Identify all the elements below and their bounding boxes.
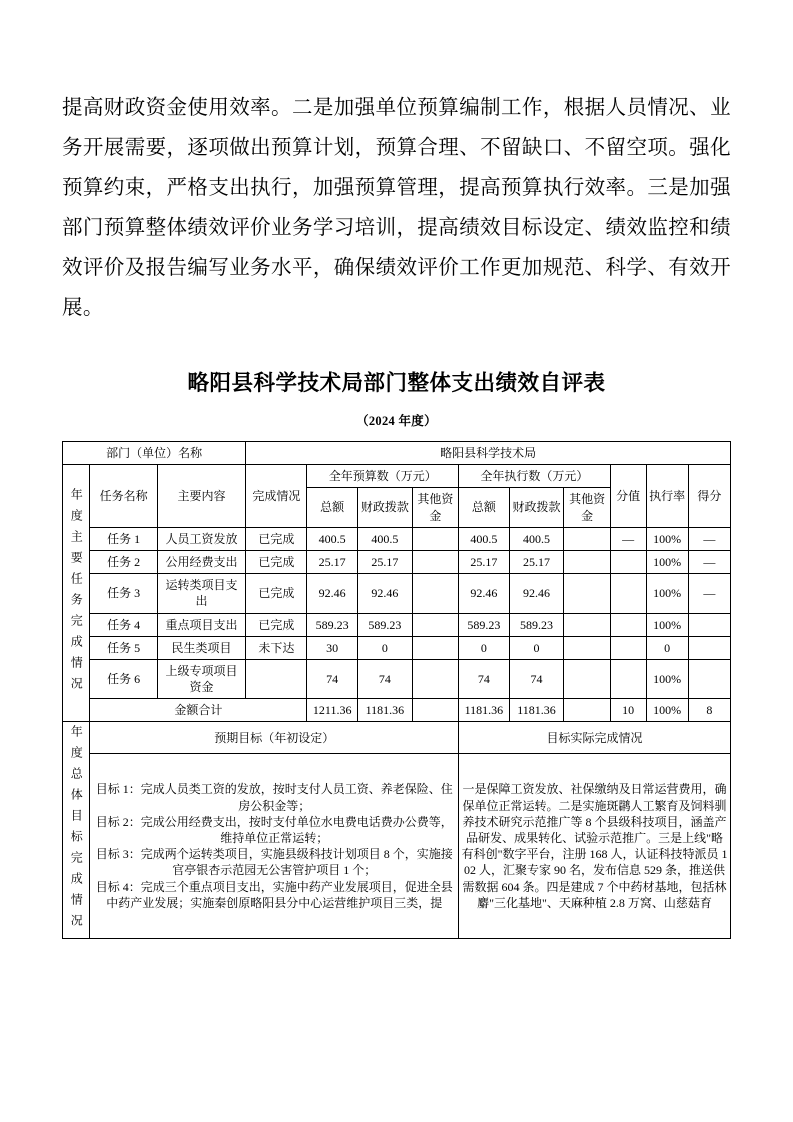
side-label-overall-goals: 年度总体目标完成情况 — [63, 722, 90, 939]
header-score: 得分 — [688, 465, 730, 528]
budget-total: 400.5 — [307, 527, 358, 550]
total-budget-fiscal: 1181.36 — [357, 699, 412, 722]
score-value — [610, 636, 646, 659]
score-value — [610, 550, 646, 573]
score: — — [688, 574, 730, 613]
header-exec-fiscal: 财政拨款 — [509, 488, 564, 527]
exec-other — [564, 613, 610, 636]
header-expected-goals: 预期目标（年初设定） — [90, 722, 459, 754]
task-name: 任务 6 — [90, 659, 157, 698]
exec-total: 74 — [459, 659, 510, 698]
header-exec-group: 全年执行数（万元） — [459, 465, 611, 488]
expected-goal-1: 目标 1：完成人员类工资的发放，按时支付人员工资、养老保险、住房公积金等； — [95, 782, 453, 813]
task-content: 运转类项目支出 — [157, 574, 245, 613]
exec-rate: 100% — [646, 550, 688, 573]
exec-fiscal: 0 — [509, 636, 564, 659]
actual-goal-1: 一是保障工资发放、社保缴纳及日常运营费用，确保单位正常运转。二是实施斑䴙人工繁育及饲料驯养技术研究示范推广等 8 个县级科技项目，涵盖产品研发、成果转化、试验示范推广。三是上线"略有科创"数字平台，注册 168 人，认证科技特派员 102 人，汇聚专家 90 名，发布信息 529 条，推送供需数据 604 条。四是建成 7 个中药材基地，包括林麝"三化基地"、天麻种植 2.8 万窝、山慈菇育 — [461, 782, 728, 910]
total-exec-other — [564, 699, 610, 722]
total-budget-other — [412, 699, 458, 722]
expected-goal-2: 目标 2：完成公用经费支出，按时支付单位水电费电话费办公费等，维持单位正常运转； — [95, 814, 453, 845]
budget-other — [412, 636, 458, 659]
task-completion — [246, 659, 307, 698]
header-actual-goals: 目标实际完成情况 — [459, 722, 731, 754]
task-name: 任务 3 — [90, 574, 157, 613]
total-label: 金额合计 — [90, 699, 307, 722]
table-row — [63, 574, 731, 613]
header-score-value: 分值 — [610, 465, 646, 528]
exec-total: 0 — [459, 636, 510, 659]
budget-total: 589.23 — [307, 613, 358, 636]
exec-rate: 100% — [646, 613, 688, 636]
score — [688, 636, 730, 659]
body-paragraph: 提高财政资金使用效率。二是加强单位预算编制工作，根据人员情况、业务开展需要，逐项做出预算计划，预算合理、不留缺口、不留空项。强化预算约束，严格支出执行，加强预算管理，提高预算执行效率。三是加强部门预算整体绩效评价业务学习培训，提高绩效目标设定、绩效监控和绩效评价及报告编写业务水平，确保绩效评价工作更加规范、科学、有效开展。 — [62, 97, 731, 319]
dept-name-value: 略阳县科学技术局 — [246, 442, 731, 465]
budget-total: 25.17 — [307, 550, 358, 573]
table-row — [63, 613, 731, 636]
task-content: 上级专项项目资金 — [157, 659, 245, 698]
task-content: 人员工资发放 — [157, 527, 245, 550]
score: — — [688, 550, 730, 573]
score-value: — — [610, 527, 646, 550]
performance-table — [62, 441, 731, 939]
table-row-total — [63, 699, 731, 722]
exec-total: 92.46 — [459, 574, 510, 613]
task-content: 民生类项目 — [157, 636, 245, 659]
budget-fiscal: 589.23 — [357, 613, 412, 636]
exec-fiscal: 92.46 — [509, 574, 564, 613]
header-task-name: 任务名称 — [90, 465, 157, 528]
exec-total: 589.23 — [459, 613, 510, 636]
budget-other — [412, 527, 458, 550]
expected-goal-4: 目标 4：完成三个重点项目支出，实施中药产业发展项目，促进全县中药产业发展；实施秦创原略阳县分中心运营维护项目三类，提 — [95, 879, 453, 910]
budget-other — [412, 659, 458, 698]
total-exec-total: 1181.36 — [459, 699, 510, 722]
page-title: 略阳县科学技术局部门整体支出绩效自评表 — [187, 371, 606, 395]
exec-fiscal: 25.17 — [509, 550, 564, 573]
budget-other — [412, 574, 458, 613]
header-exec-other: 其他资金 — [564, 488, 610, 527]
task-name: 任务 1 — [90, 527, 157, 550]
total-score: 8 — [688, 699, 730, 722]
table-header-row-1 — [63, 465, 731, 488]
table-row — [63, 527, 731, 550]
task-completion: 未下达 — [246, 636, 307, 659]
goal-header-row — [63, 722, 731, 754]
table-row — [63, 550, 731, 573]
task-name: 任务 4 — [90, 613, 157, 636]
header-budget-fiscal: 财政拨款 — [357, 488, 412, 527]
exec-other — [564, 636, 610, 659]
score — [688, 613, 730, 636]
task-completion: 已完成 — [246, 527, 307, 550]
table-row-dept — [63, 442, 731, 465]
budget-fiscal: 92.46 — [357, 574, 412, 613]
exec-fiscal: 74 — [509, 659, 564, 698]
goal-content-row — [63, 753, 731, 939]
header-budget-group: 全年预算数（万元） — [307, 465, 459, 488]
exec-fiscal: 400.5 — [509, 527, 564, 550]
task-completion: 已完成 — [246, 550, 307, 573]
side-label-annual-tasks: 年度主要任务完成情况 — [63, 465, 90, 722]
total-exec-fiscal: 1181.36 — [509, 699, 564, 722]
exec-fiscal: 589.23 — [509, 613, 564, 636]
header-budget-other: 其他资金 — [412, 488, 458, 527]
score-value — [610, 659, 646, 698]
task-completion: 已完成 — [246, 613, 307, 636]
budget-fiscal: 400.5 — [357, 527, 412, 550]
budget-other — [412, 613, 458, 636]
header-budget-total: 总额 — [307, 488, 358, 527]
exec-other — [564, 527, 610, 550]
page-subtitle: （2024 年度） — [356, 414, 437, 428]
dept-name-label: 部门（单位）名称 — [63, 442, 246, 465]
budget-total: 30 — [307, 636, 358, 659]
exec-rate: 0 — [646, 636, 688, 659]
expected-goals-cell — [90, 753, 459, 939]
header-completion: 完成情况 — [246, 465, 307, 528]
score-value — [610, 574, 646, 613]
task-content: 公用经费支出 — [157, 550, 245, 573]
task-content: 重点项目支出 — [157, 613, 245, 636]
exec-rate: 100% — [646, 527, 688, 550]
score: — — [688, 527, 730, 550]
score — [688, 659, 730, 698]
task-name: 任务 2 — [90, 550, 157, 573]
exec-other — [564, 550, 610, 573]
total-exec-rate: 100% — [646, 699, 688, 722]
budget-fiscal: 25.17 — [357, 550, 412, 573]
budget-fiscal: 74 — [357, 659, 412, 698]
actual-goals-cell — [459, 753, 731, 939]
exec-rate: 100% — [646, 659, 688, 698]
table-row — [63, 659, 731, 698]
table-row — [63, 636, 731, 659]
header-exec-rate: 执行率 — [646, 465, 688, 528]
header-main-content: 主要内容 — [157, 465, 245, 528]
exec-total: 400.5 — [459, 527, 510, 550]
header-exec-total: 总额 — [459, 488, 510, 527]
exec-other — [564, 659, 610, 698]
total-score-value: 10 — [610, 699, 646, 722]
budget-total: 92.46 — [307, 574, 358, 613]
budget-other — [412, 550, 458, 573]
budget-total: 74 — [307, 659, 358, 698]
task-completion: 已完成 — [246, 574, 307, 613]
expected-goal-3: 目标 3：完成两个运转类项目，实施县级科技计划项目 8 个，实施接官亭银杏示范园无公害管护项目 1 个； — [95, 847, 453, 878]
exec-other — [564, 574, 610, 613]
score-value — [610, 613, 646, 636]
total-budget-total: 1211.36 — [307, 699, 358, 722]
task-name: 任务 5 — [90, 636, 157, 659]
exec-total: 25.17 — [459, 550, 510, 573]
exec-rate: 100% — [646, 574, 688, 613]
budget-fiscal: 0 — [357, 636, 412, 659]
